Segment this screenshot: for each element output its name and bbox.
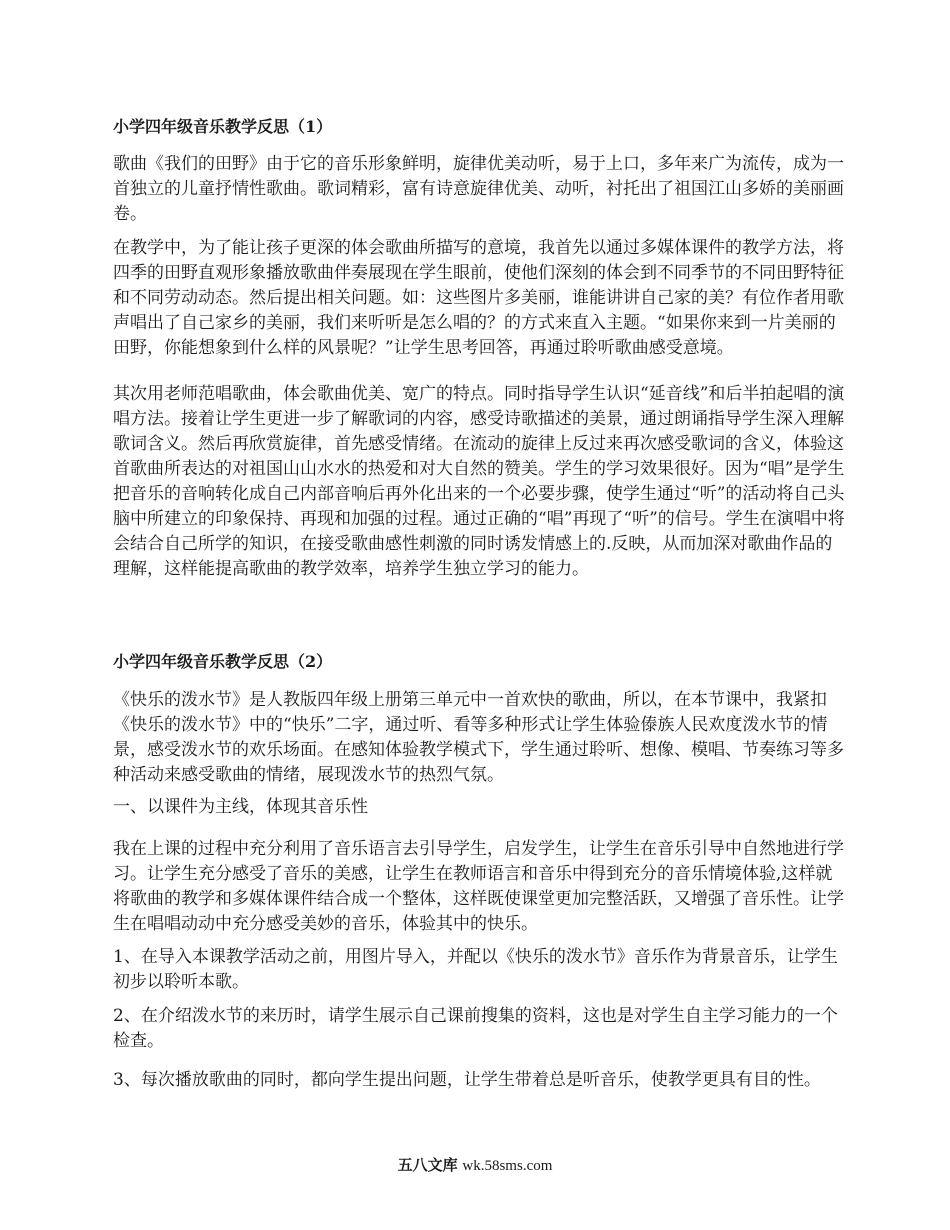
section-1-title: 小学四年级音乐教学反思（1） [113,117,333,136]
section-2-paragraph-2: 我在上课的过程中充分利用了音乐语言去引导学生，启发学生，让学生在音乐引导中自然地进行学习。让学生充分感受了音乐的美感，让学生在教师语言和音乐中得到充分的音乐情境体验,这样就将歌曲的教学和多媒体课件结合成一个整体，这样既使课堂更加完整活跃，又增强了音乐性。让学生在唱唱动动中充分感受美妙的音乐，体验其中的快乐。 [113,839,844,934]
footer-brand: 五八文库 [397,1156,458,1174]
section-2-subheading: 一、以课件为主线，体现其音乐性 [113,797,368,817]
footer-url: wk.58sms.com [462,1158,553,1174]
section-2-list-item-1: 1、在导入本课教学活动之前，用图片导入，并配以《快乐的泼水节》音乐作为背景音乐，让学生初步以聆听本歌。 [113,947,838,992]
section-1-paragraph-3: 其次用老师范唱歌曲，体会歌曲优美、宽广的特点。同时指导学生认识“延音线”和后半拍起唱的演唱方法。接着让学生更进一步了解歌词的内容，感受诗歌描述的美景，通过朗诵指导学生深入理解歌词含义。然后再欣赏旋律，首先感受情绪。在流动的旋律上反过来再次感受歌词的含义，体验这首歌曲所表达的对祖国山山水水的热爱和对大自然的赞美。学生的学习效果很好。因为“唱”是学生把音乐的音响转化成自己内部音响后再外化出来的一个必要步骤，使学生通过“听”的活动将自己头脑中所建立的印象保持、再现和加强的过程。通过正确的“唱”再现了“听”的信号。学生在演唱中将会结合自己所学的知识，在接受歌曲感性刺激的同时诱发情感上的.反映，从而加深对歌曲作品的理解，这样能提高歌曲的教学效率，培养学生独立学习的能力。 [113,384,845,579]
section-1-paragraph-1: 歌曲《我们的田野》由于它的音乐形象鲜明，旋律优美动听，易于上口，多年来广为流传，成为一首独立的儿童抒情性歌曲。歌词精彩，富有诗意旋律优美、动听，衬托出了祖国江山多娇的美丽画卷。 [113,154,844,224]
section-2-title: 小学四年级音乐教学反思（2） [113,652,333,671]
page-footer [0,1155,950,1176]
section-1-paragraph-2: 在教学中，为了能让孩子更深的体会歌曲所描写的意境，我首先以通过多媒体课件的教学方法，将四季的田野直观形象播放歌曲伴奏展现在学生眼前，使他们深刻的体会到不同季节的不同田野特征和不同劳动动态。然后提出相关问题。如：这些图片多美丽，谁能讲讲自己家的美？有位作者用歌声唱出了自己家乡的美丽，我们来听听是怎么唱的？的方式来直入主题。“如果你来到一片美丽的田野，你能想象到什么样的风景呢？”让学生思考回答，再通过聆听歌曲感受意境。 [113,238,844,358]
section-2-list-item-3: 3、每次播放歌曲的同时，都向学生提出问题，让学生带着总是听音乐，使教学更具有目的性。 [113,1070,821,1090]
section-2-list-item-2: 2、在介绍泼水节的来历时，请学生展示自己课前搜集的资料，这也是对学生自主学习能力的一个检查。 [113,1006,838,1051]
section-2-paragraph-1: 《快乐的泼水节》是人教版四年级上册第三单元中一首欢快的歌曲，所以，在本节课中，我紧扣《快乐的泼水节》中的“快乐”二字，通过听、看等多种形式让学生体验傣族人民欢度泼水节的情景，感受泼水节的欢乐场面。在感知体验教学模式下，学生通过聆听、想像、模唱、节奏练习等多种活动来感受歌曲的情绪，展现泼水节的热烈气氛。 [113,690,844,785]
